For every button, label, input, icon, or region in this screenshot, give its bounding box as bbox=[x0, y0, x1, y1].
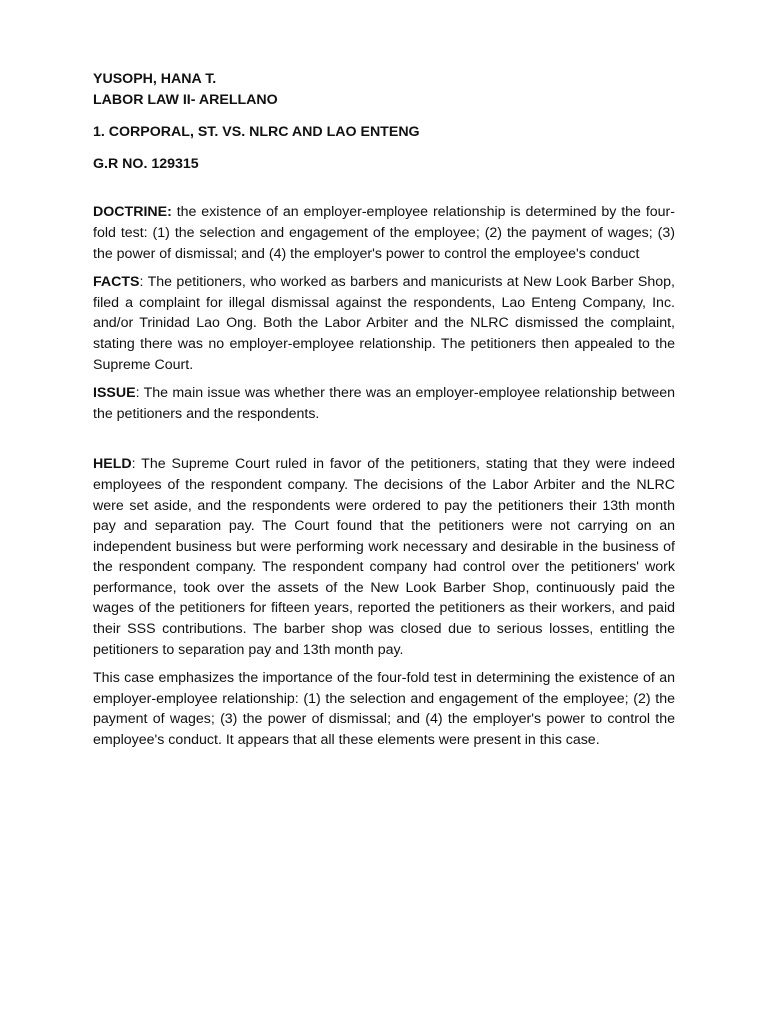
doctrine-label: DOCTRINE: bbox=[93, 204, 172, 221]
facts-text: : The petitioners, who worked as barbers and manicurists at New Look Barber Shop, filed a complaint for illegal dismissal against the respondents, Lao Enteng Company, Inc. and/or Trinidad Lao Ong. Both the Labor Arbiter and the NLRC dismissed the complaint, stating there was no employer-employee relationship. The petitioners then appealed to the Supreme Court. bbox=[93, 274, 675, 373]
doctrine-paragraph bbox=[93, 202, 675, 264]
issue-paragraph bbox=[93, 383, 675, 424]
held-paragraph bbox=[93, 454, 675, 660]
doctrine-text: the existence of an employer-employee relationship is determined by the four-fold test: (1) the selection and engagement of the employee; (2) the payment of wages; (3) the power of dismissal; and (4) the employer's power to control the employee's conduct bbox=[93, 204, 675, 262]
facts-label: FACTS bbox=[93, 274, 140, 291]
held-label: HELD bbox=[93, 456, 132, 473]
course-title: LABOR LAW II- ARELLANO bbox=[93, 91, 278, 108]
gr-number: G.R NO. 129315 bbox=[93, 155, 199, 172]
held-text: : The Supreme Court ruled in favor of the petitioners, stating that they were indeed employees of the respondent company. The decisions of the Labor Arbiter and the NLRC were set aside, and the respondents were ordered to pay the petitioners their 13th month pay and separation pay. The Court found that the petitioners were not carrying on an independent business but were performing work necessary and desirable in the business of the respondent company. The respondent company had control over the petitioners' work performance, took over the assets of the New Look Barber Shop, continuously paid the wages of the petitioners for fifteen years, reported the petitioners as their workers, and paid their SSS contributions. The barber shop was closed due to serious losses, entitling the petitioners to separation pay and 13th month pay. bbox=[93, 456, 675, 658]
document-page bbox=[93, 69, 675, 751]
conclusion-paragraph: This case emphasizes the importance of the four-fold test in determining the existence of an employer-employee relationship: (1) the selection and engagement of the employee; (2) the payment of wages; (3) the power of dismissal; and (4) the employer's power to control the employee's conduct. It appears that all these elements were present in this case. bbox=[93, 670, 675, 749]
issue-label: ISSUE bbox=[93, 385, 136, 402]
author-name: YUSOPH, HANA T. bbox=[93, 71, 217, 87]
issue-text: : The main issue was whether there was an employer-employee relationship between the petitioners and the respondents. bbox=[93, 385, 675, 422]
facts-paragraph bbox=[93, 272, 675, 375]
case-title: 1. CORPORAL, ST. VS. NLRC AND LAO ENTENG bbox=[93, 124, 420, 141]
